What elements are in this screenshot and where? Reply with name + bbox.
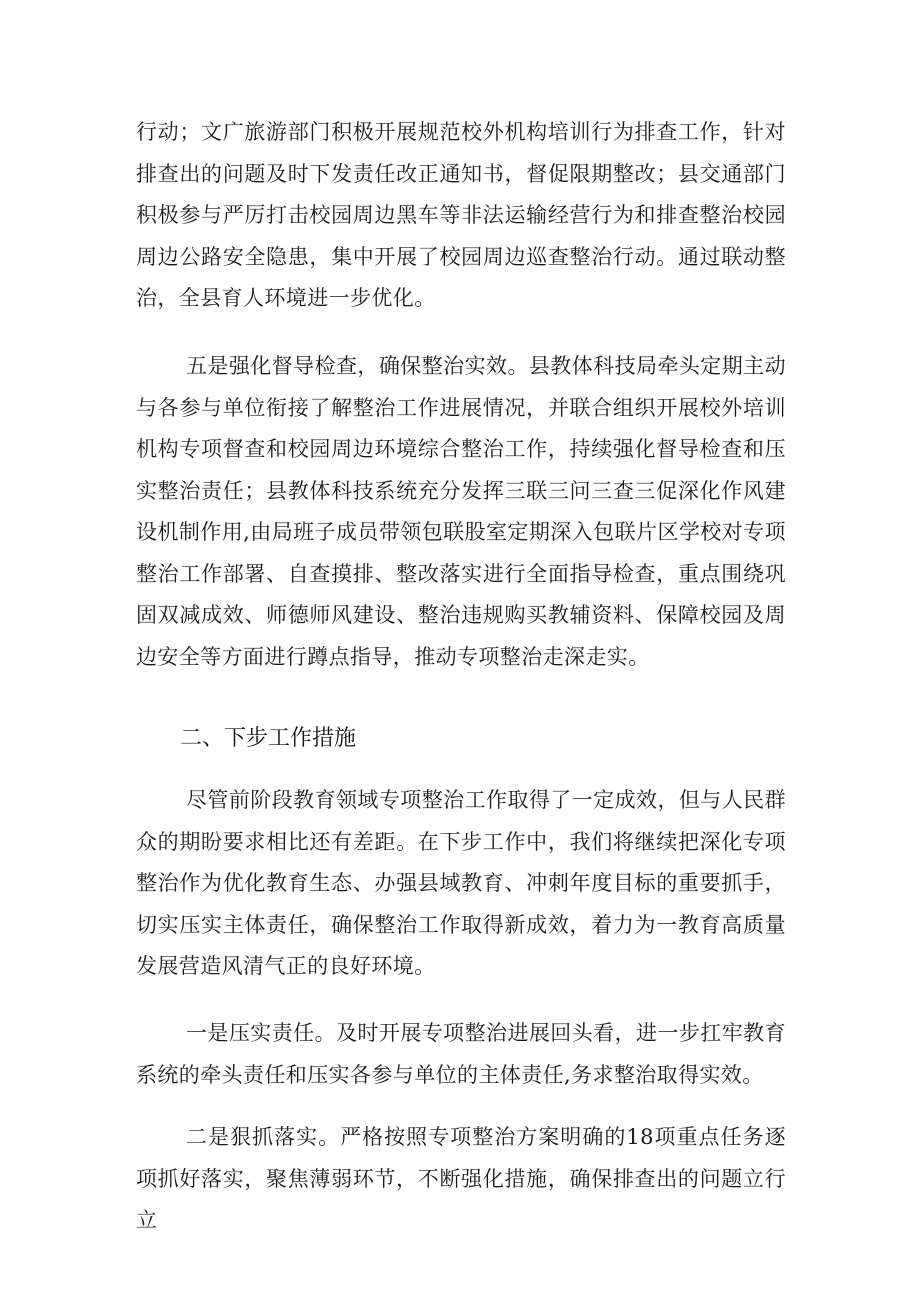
section-heading: 二、下步工作措施 <box>180 726 357 751</box>
paragraph-supervision: 五是强化督导检查，确保整治实效。县教体科技局牵头定期主动与各参与单位衔接了解整治工作进展情况，并联合组织开展校外培训机构专项督查和校园周边环境综合整治工作，持续强化督导检查和压实整治责任；县教体科技系统充分发挥三联三问三查三促深化作风建设机制作用,由局班子成员带领包联股室定期深入包联片区学校对专项整治工作部署、自查摸排、整改落实进行全面指导检查，重点围绕巩固双减成效、师德师风建设、整治违规购买教辅资料、保障校园及周边安全等方面进行蹲点指导，推动专项整治走深走实。 <box>136 354 786 669</box>
paragraph-implementation: 二是狠抓落实。严格按照专项整治方案明确的18项重点任务逐项抓好落实，聚焦薄弱环节，不断强化措施，确保排查出的问题立行立 <box>136 1125 786 1232</box>
paragraph-continuation: 行动；文广旅游部门积极开展规范校外机构培训行为排查工作，针对排查出的问题及时下发责任改正通知书，督促限期整改；县交通部门积极参与严厉打击校园周边黑车等非法运输经营行为和排查整治校园周边公路安全隐患，集中开展了校园周边巡查整治行动。通过联动整治，全县育人环境进一步优化。 <box>136 120 786 310</box>
paragraph-next-steps-intro: 尽管前阶段教育领域专项整治工作取得了一定成效，但与人民群众的期盼要求相比还有差距。在下步工作中，我们将继续把深化专项整治作为优化教育生态、办强县域教育、冲刺年度目标的重要抓手，切实压实主体责任，确保整治工作取得新成效，着力为一教育高质量发展营造风清气正的良好环境。 <box>136 788 786 978</box>
paragraph-responsibility: 一是压实责任。及时开展专项整治进展回头看，进一步扛牢教育系统的牵头责任和压实各参与单位的主体责任,务求整治取得实效。 <box>136 1021 786 1087</box>
